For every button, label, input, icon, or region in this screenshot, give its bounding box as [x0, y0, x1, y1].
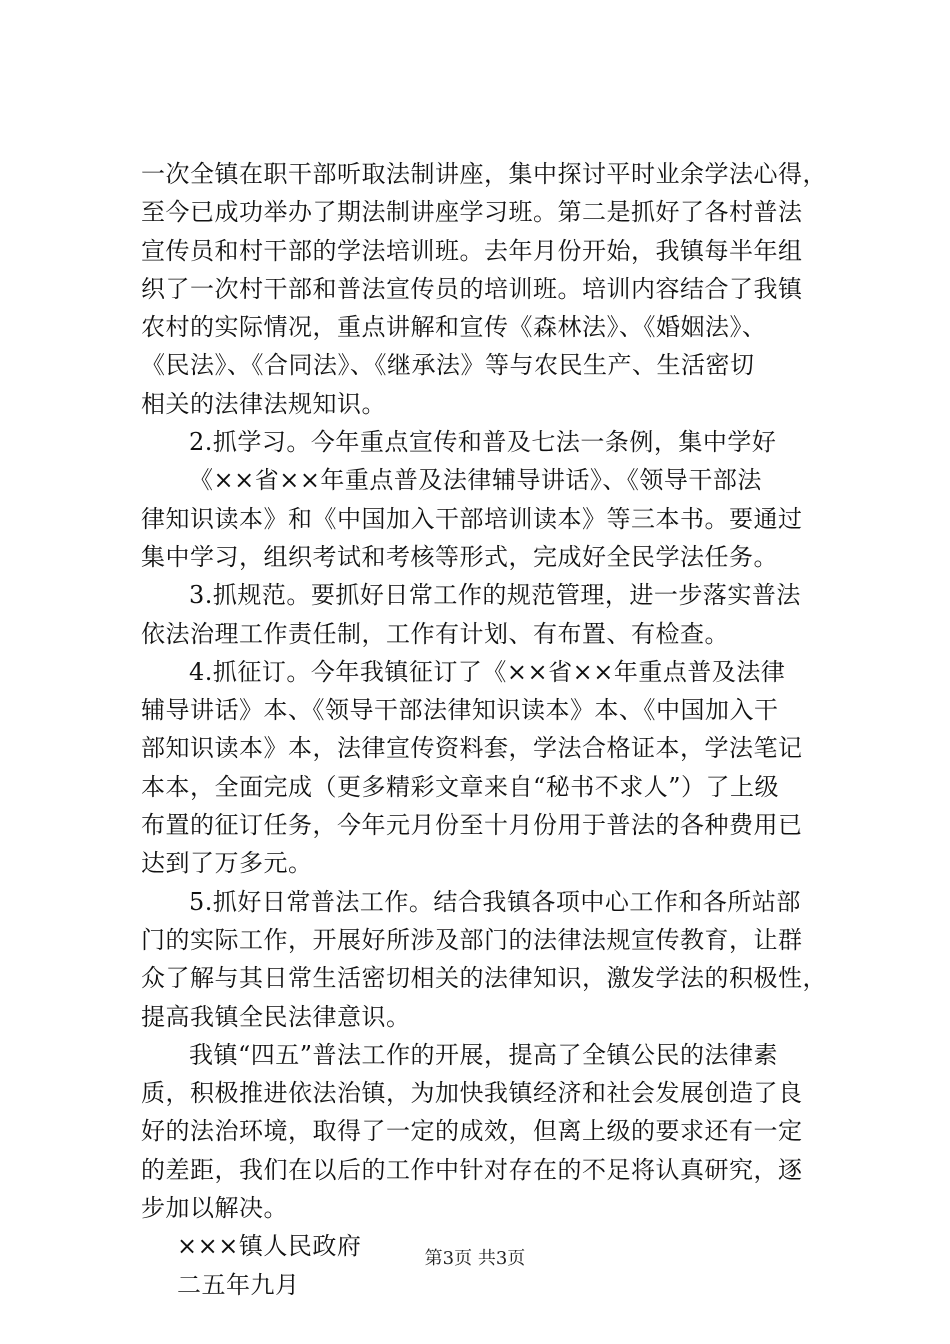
list-item-standards [141, 576, 831, 653]
text-line: 《民法》、《合同法》、《继承法》等与农民生产、生活密切 [141, 351, 755, 380]
text-line: 依法治理工作责任制，工作有计划、有布置、有检查。 [141, 619, 729, 648]
conclusion-paragraph [141, 1036, 831, 1227]
text-line: 好的法治环境，取得了一定的成效，但离上级的要求还有一定 [141, 1117, 803, 1146]
text-line: 达到了万多元。 [141, 849, 313, 878]
text-line: 我镇“四五”普法工作的开展，提高了全镇公民的法律素 [189, 1040, 779, 1069]
text-line: 3.抓规范。要抓好日常工作的规范管理，进一步落实普法 [189, 581, 801, 610]
list-item-subscription [141, 653, 831, 883]
text-line: 一次全镇在职干部听取法制讲座，集中探讨平时业余学法心得， [141, 160, 827, 188]
text-line: 集中学习，组织考试和考核等形式，完成好全民学法任务。 [141, 542, 778, 571]
page-footer: 第3页 共3页 [424, 1248, 526, 1269]
document-body [141, 155, 831, 1304]
list-item-study [141, 423, 831, 576]
text-line: 律知识读本》和《中国加入干部培训读本》等三本书。要通过 [141, 504, 803, 533]
signature-date: 二五年九月 [177, 1270, 300, 1299]
text-line: 提高我镇全民法律意识。 [141, 1002, 411, 1031]
text-line: 步加以解决。 [141, 1194, 288, 1223]
text-line: 至今已成功举办了期法制讲座学习班。第二是抓好了各村普法 [141, 198, 803, 227]
text-line: 质，积极推进依法治镇，为加快我镇经济和社会发展创造了良 [141, 1079, 803, 1108]
text-line: 宣传员和村干部的学法培训班。去年月份开始，我镇每半年组 [141, 236, 803, 265]
signature-org: ×××镇人民政府 [177, 1232, 362, 1261]
text-line: 5.抓好日常普法工作。结合我镇各项中心工作和各所站部 [189, 887, 801, 916]
text-line: 本本，全面完成（更多精彩文章来自“秘书不求人”）了上级 [141, 772, 780, 801]
text-line: 众了解与其日常生活密切相关的法律知识，激发学法的积极性， [141, 964, 827, 993]
paragraph-continuation [141, 155, 831, 423]
text-line: 《××省××年重点普及法律辅导讲话》、《领导干部法 [189, 466, 762, 495]
text-line: 农村的实际情况，重点讲解和宣传《森林法》、《婚姻法》、 [141, 313, 767, 342]
text-line: 4.抓征订。今年我镇征订了《××省××年重点普及法律 [189, 657, 786, 686]
list-item-daily-work [141, 883, 831, 1036]
text-line: 辅导讲话》本、《领导干部法律知识读本》本、《中国加入干 [141, 696, 779, 725]
text-line: 2.抓学习。今年重点宣传和普及七法一条例，集中学好 [189, 428, 777, 457]
text-line: 的差距，我们在以后的工作中针对存在的不足将认真研究，逐 [141, 1155, 803, 1184]
text-line: 布置的征订任务，今年元月份至十月份用于普法的各种费用已 [141, 811, 803, 840]
text-line: 门的实际工作，开展好所涉及部门的法律法规宣传教育，让群 [141, 925, 803, 954]
text-line: 织了一次村干部和普法宣传员的培训班。培训内容结合了我镇 [141, 274, 803, 303]
text-line: 相关的法律法规知识。 [141, 389, 386, 418]
text-line: 部知识读本》本，法律宣传资料套，学法合格证本，学法笔记 [141, 734, 803, 763]
